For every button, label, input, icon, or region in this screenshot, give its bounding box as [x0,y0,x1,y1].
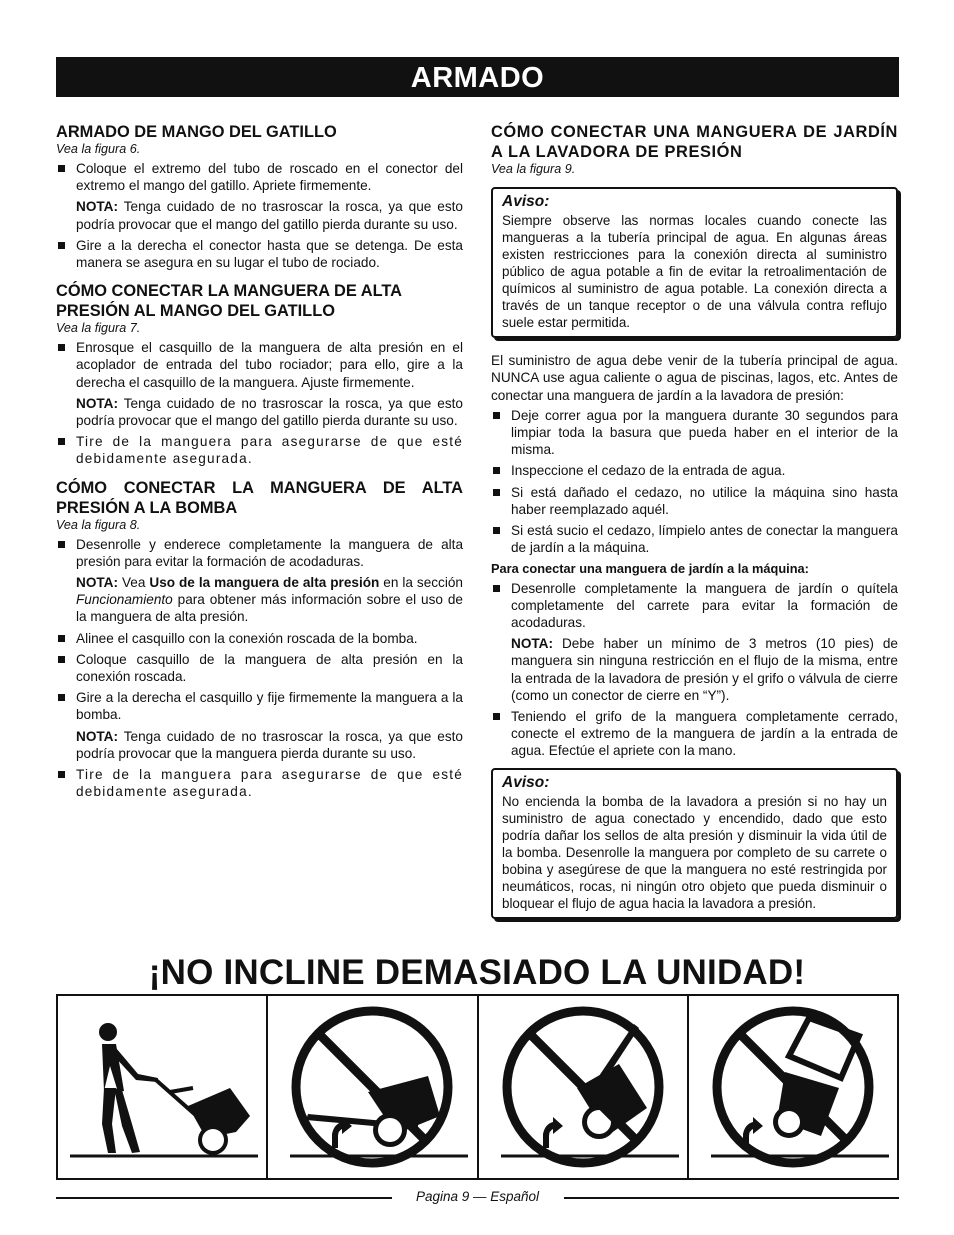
bullet-item: Desenrolle y enderece completamente la manguera de alta presión para evitar la formación de acodaduras. [56,536,463,570]
panel-prohibited-tilt-1 [268,996,478,1178]
garden-hose-heading: CÓMO CONECTAR UNA MANGUERA DE JARDÍN A LA LAVADORA DE PRESIÓN [491,123,898,161]
panel-prohibited-tilt-2 [479,996,689,1178]
hose-to-trigger-heading: CÓMO CONECTAR LA MANGUERA DE ALTA PRESIÓN AL MANGO DEL GATILLO [56,282,402,321]
note: NOTA: Tenga cuidado de no trasroscar la rosca, ya que esto podría provocar que el mango del gatillo pierda durante su uso. [76,199,463,232]
person-pushing-unit-illustration [58,996,266,1178]
bullet-item: Si está sucio el cedazo, límpielo antes de conectar la manguera de jardín a la máquina. [491,522,898,556]
section-banner: ARMADO [56,57,899,97]
note: NOTA: Vea Uso de la manguera de alta presión en la sección Funcionamiento para obtener más información sobre el uso de la manguera de alta presión. [76,575,463,625]
note: NOTA: Tenga cuidado de no trasroscar la rosca, ya que esto podría provocar que el mango del gatillo pierda durante su uso. [76,395,463,429]
figure-ref: Vea la figura 8. [56,517,141,532]
tilt-warning-headline: ¡NO INCLINE DEMASIADO LA UNIDAD! [148,953,806,992]
note: NOTA: Debe haber un mínimo de 3 metros (10 pies) de manguera sin ninguna restricción en el flujo de la misma, entre la entrada de la lavadora de presión y el grifo o válvula de cierre (como un conector de cierre en “Y”). [511,636,898,703]
panel-prohibited-tilt-3 [689,996,897,1178]
warning-box [491,768,898,919]
prohibited-tilt-illustration [268,996,476,1178]
bullet-item: Gire a la derecha el conector hasta que se detenga. De esta manera se asegura en su lugar el tubo de rociado. [56,237,463,271]
intro-paragraph: El suministro de agua debe venir de la tubería principal de agua. NUNCA use agua caliente o agua de piscinas, lagos, etc. Antes de conectar una manguera de jardín a la lavadora de presión: [491,353,898,403]
bullet-item: Tire de la manguera para asegurarse de que esté debidamente asegurada. [56,766,463,800]
page-number: Pagina 9 — Español [415,1189,540,1204]
figure-ref: Vea la figura 9. [491,162,576,176]
bullet-item: Coloque el extremo del tubo de roscado en el conector del extremo el mango del gatillo. Apriete firmemente. [56,160,463,194]
bullet-item: Coloque casquillo de la manguera de alta presión en la conexión roscada. [56,651,463,685]
prohibited-tilt-illustration [689,996,897,1178]
bullet-item: Si está dañado el cedazo, no utilice la máquina sino hasta haber reemplazado aquél. [491,484,898,518]
right-column [491,122,898,933]
bullet-item: Desenrolle completamente la manguera de jardín o quítela completamente del carrete para evitar la formación de acodaduras. [491,580,898,632]
warning-title: Aviso: [502,193,550,210]
trigger-assembly-heading: ARMADO DE MANGO DEL GATILLO [56,123,337,141]
figure-ref: Vea la figura 6. [56,142,141,156]
panel-correct-tilt [58,996,268,1178]
bullet-item: Gire a la derecha el casquillo y fije firmemente la manguera a la bomba. [56,689,463,723]
warning-box [491,187,898,338]
page-footer [56,1189,899,1205]
bullet-item: Inspeccione el cedazo de la entrada de agua. [491,462,898,479]
left-column [56,122,463,804]
prohibited-tilt-illustration [479,996,687,1178]
tilt-illustration-panels [56,994,899,1180]
bullet-item: Teniendo el grifo de la manguera completamente cerrado, conecte el extremo de la manguera de jardín a la entrada de agua. Efectúe el apriete con la mano. [491,708,898,760]
warning-title: Aviso: [502,773,550,791]
figure-ref: Vea la figura 7. [56,321,141,336]
bullet-item: Enrosque el casquillo de la manguera de alta presión en el acoplador de entrada del tubo rociador; para ello, gire a la derecha el casquillo de la manguera. Ajuste firmemente. [56,339,463,391]
warning-text: No encienda la bomba de la lavadora a presión si no hay un suministro de agua conectado y encendido, dado que esto podría dañar los sellos de alta presión y disminuir la vida útil de la bomba. Desenrolle la manguera por completo de su carrete o bobina y asegúrese de que la manguera no esté restringida por neumáticos, rocas, ni ningún otro objeto que pueda disminuir o bloquear el flujo de agua hacia la lavadora a presión. [502,793,887,911]
sub-heading: Para conectar una manguera de jardín a la máquina: [491,561,809,577]
hose-to-pump-heading: CÓMO CONECTAR LA MANGUERA DE ALTA PRESIÓN A LA BOMBA [56,478,463,517]
bullet-item: Deje correr agua por la manguera durante 30 segundos para limpiar toda la basura que pueda haber en el interior de la misma. [491,407,898,459]
bullet-item: Tire de la manguera para asegurarse de que esté debidamente asegurada. [56,433,463,467]
note: NOTA: Tenga cuidado de no trasroscar la rosca, ya que esto podría provocar que la manguera pierda durante su uso. [76,728,463,761]
warning-text: Siempre observe las normas locales cuando conecte las mangueras a la tubería principal de agua. En algunas áreas existen restricciones para la conexión directa al suministro público de agua potable a fin de evitar la retroalimentación de químicos al suministro de agua potable. La conexión directa a través de un tanque receptor o de una válvula contra reflujo suele estar permitida. [502,213,887,331]
bullet-item: Alinee el casquillo con la conexión roscada de la bomba. [56,630,463,647]
